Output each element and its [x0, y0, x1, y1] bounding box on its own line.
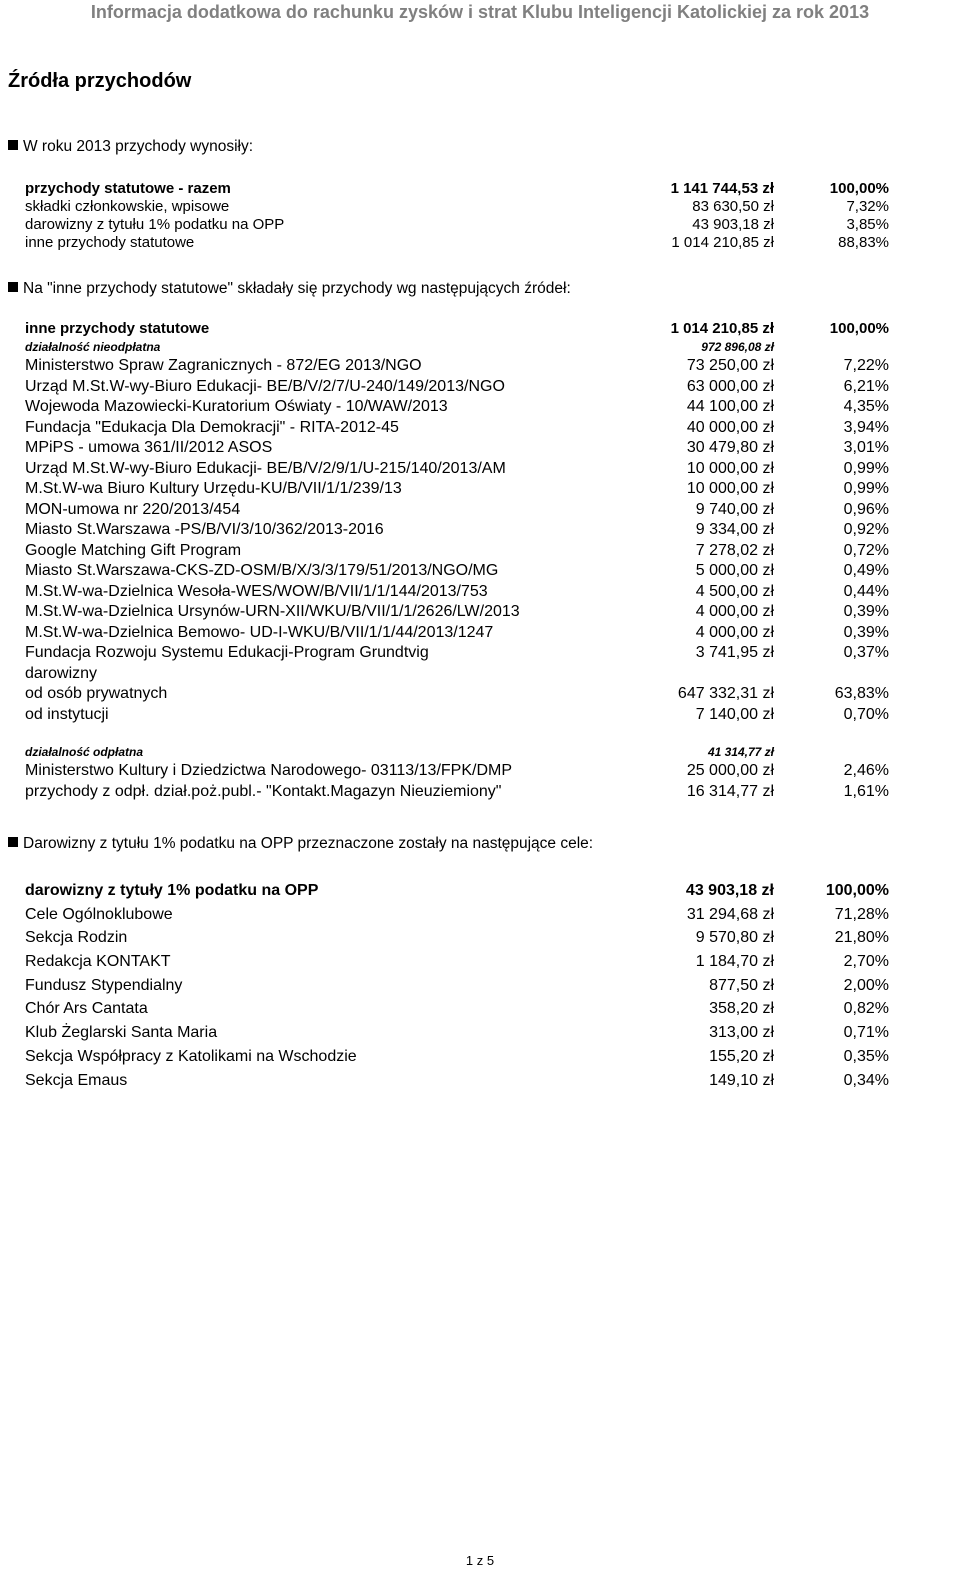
table-row: Klub Żeglarski Santa Maria 313,00 zł 0,71% — [25, 1024, 889, 1042]
table-row: od osób prywatnych 647 332,31 zł 63,83% — [25, 685, 889, 702]
bullet-opp-donations: Darowizny z tytułu 1% podatku na OPP przeznaczone zostały na następujące cele: — [8, 834, 593, 854]
section-title: Źródła przychodów — [8, 70, 192, 92]
bullet-other-income: Na "inne przychody statutowe" składały się przychody wg następujących źródeł: — [8, 279, 571, 299]
table-row: przychody z odpł. dział.poż.publ.- "Kontakt.Magazyn Nieuziemiony" 16 314,77 zł 1,61% — [25, 782, 889, 800]
square-bullet-icon — [8, 282, 18, 292]
table-row: Sekcja Współpracy z Katolikami na Wschodzie 155,20 zł 0,35% — [25, 1047, 889, 1065]
summary-table — [0, 180, 960, 252]
bullet-revenue-2013: W roku 2013 przychody wynosiły: — [8, 137, 253, 157]
table-row: Cele Ogólnoklubowe 31 294,68 zł 71,28% — [25, 905, 889, 923]
page-number: 1 z 5 — [465, 1553, 495, 1568]
table-row: Fundusz Stypendialny 877,50 zł 2,00% — [25, 976, 889, 994]
table-row: Fundacja Rozwoju Systemu Edukacji-Program Grundtvig 3 741,95 zł 0,37% — [25, 644, 889, 661]
table-row: M.St.W-wa-Dzielnica Ursynów-URN-XII/WKU/B/VII/1/1/2626/LW/2013 4 000,00 zł 0,39% — [25, 603, 889, 620]
table-row-total: darowizny z tytuły 1% podatku na OPP 43 903,18 zł 100,00% — [25, 882, 889, 899]
table-row-subheader: działalność nieodpłatna 972 896,08 zł — [25, 340, 774, 354]
other-income-table — [0, 320, 960, 802]
table-row: od instytucji 7 140,00 zł 0,70% — [25, 705, 889, 723]
table-row: składki członkowskie, wpisowe 83 630,50 zł 7,32% — [25, 198, 889, 215]
table-row: M.St.W-wa-Dzielnica Bemowo- UD-I-WKU/B/VII/1/1/44/2013/1247 4 000,00 zł 0,39% — [25, 623, 889, 641]
table-row: przychody statutowe - razem 1 141 744,53 zł 100,00% — [25, 180, 889, 197]
table-row: Urząd M.St.W-wy-Biuro Edukacji- BE/B/V/2/9/1/U-215/140/2013/AM 10 000,00 zł 0,99% — [25, 459, 889, 477]
table-row: Chór Ars Cantata 358,20 zł 0,82% — [25, 1000, 889, 1018]
square-bullet-icon — [8, 140, 18, 150]
table-row: darowizny — [25, 664, 98, 682]
opp-table — [0, 879, 960, 1092]
table-row: Miasto St.Warszawa-CKS-ZD-OSM/B/X/3/3/179/51/2013/NGO/MG 5 000,00 zł 0,49% — [25, 562, 889, 579]
table-row: MON-umowa nr 220/2013/454 9 740,00 zł 0,96% — [25, 500, 889, 518]
table-row: Wojewoda Mazowiecki-Kuratorium Oświaty - 10/WAW/2013 44 100,00 zł 4,35% — [25, 398, 889, 415]
table-row-total: inne przychody statutowe 1 014 210,85 zł 100,00% — [25, 320, 889, 337]
table-row: M.St.W-wa-Dzielnica Wesoła-WES/WOW/B/VII/1/1/144/2013/753 4 500,00 zł 0,44% — [25, 582, 889, 600]
table-row: Sekcja Rodzin 9 570,80 zł 21,80% — [25, 929, 889, 947]
table-row: darowizny z tytułu 1% podatku na OPP 43 903,18 zł 3,85% — [25, 216, 889, 233]
table-row: inne przychody statutowe 1 014 210,85 zł 88,83% — [25, 234, 889, 251]
table-row: MPiPS - umowa 361/II/2012 ASOS 30 479,80 zł 3,01% — [25, 439, 889, 456]
table-row-subheader: działalność odpłatna 41 314,77 zł — [25, 745, 774, 759]
table-row: Miasto St.Warszawa -PS/B/VI/3/10/362/2013-2016 9 334,00 zł 0,92% — [25, 521, 889, 538]
table-row: Redakcja KONTAKT 1 184,70 zł 2,70% — [25, 953, 889, 971]
table-row: M.St.W-wa Biuro Kultury Urzędu-KU/B/VII/1/1/239/13 10 000,00 zł 0,99% — [25, 480, 889, 497]
table-row: Urząd M.St.W-wy-Biuro Edukacji- BE/B/V/2/7/U-240/149/2013/NGO 63 000,00 zł 6,21% — [25, 377, 889, 395]
table-row: Sekcja Emaus 149,10 zł 0,34% — [25, 1071, 889, 1089]
table-row: Google Matching Gift Program 7 278,02 zł 0,72% — [25, 541, 889, 559]
table-row: Fundacja "Edukacja Dla Demokracji" - RITA-2012-45 40 000,00 zł 3,94% — [25, 418, 889, 436]
table-row: Ministerstwo Kultury i Dziedzictwa Narodowego- 03113/13/FPK/DMP 25 000,00 zł 2,46% — [25, 762, 889, 779]
square-bullet-icon — [8, 837, 18, 847]
table-row: Ministerstwo Spraw Zagranicznych - 872/EG 2013/NGO 73 250,00 zł 7,22% — [25, 357, 889, 374]
page-title: Informacja dodatkowa do rachunku zysków i strat Klubu Inteligencji Katolickiej za rok 2013 — [90, 2, 870, 22]
